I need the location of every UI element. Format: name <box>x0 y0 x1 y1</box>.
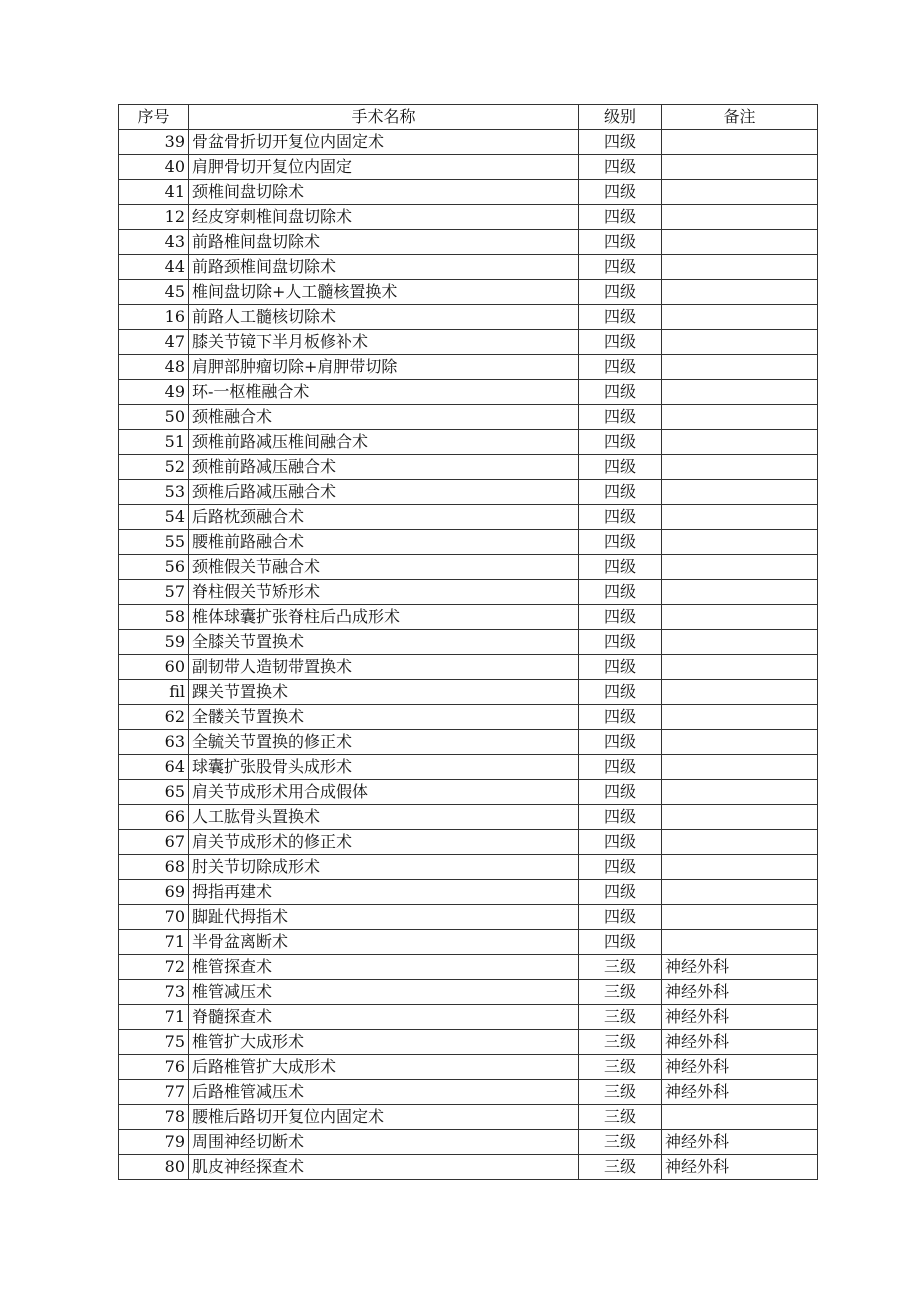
surgery-note <box>662 1105 818 1130</box>
surgery-note <box>662 905 818 930</box>
surgery-level: 三级 <box>579 980 662 1005</box>
surgery-level: 四级 <box>579 705 662 730</box>
table-body <box>119 130 818 1180</box>
row-number: 79 <box>119 1130 189 1155</box>
surgery-name: 肘关节切除成形术 <box>189 855 579 880</box>
surgery-note <box>662 930 818 955</box>
surgery-note <box>662 330 818 355</box>
surgery-note <box>662 405 818 430</box>
surgery-name: 椎体球囊扩张脊柱后凸成形术 <box>189 605 579 630</box>
surgery-name: 腰椎前路融合术 <box>189 530 579 555</box>
row-number: 70 <box>119 905 189 930</box>
table-row <box>119 205 818 230</box>
table-row <box>119 680 818 705</box>
table-row <box>119 855 818 880</box>
surgery-name: 全髅关节置换术 <box>189 705 579 730</box>
surgery-name: 周围神经切断术 <box>189 1130 579 1155</box>
row-number: 69 <box>119 880 189 905</box>
surgery-level: 四级 <box>579 805 662 830</box>
surgery-note <box>662 705 818 730</box>
row-number: 62 <box>119 705 189 730</box>
table-row <box>119 1080 818 1105</box>
surgery-level: 四级 <box>579 730 662 755</box>
surgery-name: 椎管减压术 <box>189 980 579 1005</box>
row-number: 67 <box>119 830 189 855</box>
row-number: 16 <box>119 305 189 330</box>
surgery-level: 四级 <box>579 505 662 530</box>
surgery-note <box>662 430 818 455</box>
surgery-note <box>662 555 818 580</box>
table-row <box>119 405 818 430</box>
surgery-note <box>662 530 818 555</box>
surgery-name: 脊髓探查术 <box>189 1005 579 1030</box>
row-number: 44 <box>119 255 189 280</box>
row-number: 73 <box>119 980 189 1005</box>
row-number: 40 <box>119 155 189 180</box>
row-number: 48 <box>119 355 189 380</box>
row-number: 76 <box>119 1055 189 1080</box>
surgery-name: 肩关节成形术用合成假体 <box>189 780 579 805</box>
surgery-level: 四级 <box>579 330 662 355</box>
table-row <box>119 455 818 480</box>
surgery-name: 肩胛骨切开复位内固定 <box>189 155 579 180</box>
header-note: 备注 <box>662 105 818 130</box>
surgery-note <box>662 680 818 705</box>
table-row <box>119 755 818 780</box>
surgery-name: 颈椎间盘切除术 <box>189 180 579 205</box>
surgery-level: 四级 <box>579 405 662 430</box>
surgery-level: 四级 <box>579 480 662 505</box>
surgery-level: 四级 <box>579 655 662 680</box>
surgery-note <box>662 155 818 180</box>
surgery-level: 三级 <box>579 1005 662 1030</box>
surgery-name: 全膝关节置换术 <box>189 630 579 655</box>
surgery-name: 环-一枢椎融合术 <box>189 380 579 405</box>
surgery-level: 四级 <box>579 555 662 580</box>
surgery-level: 四级 <box>579 680 662 705</box>
row-number: 39 <box>119 130 189 155</box>
surgery-level: 四级 <box>579 380 662 405</box>
surgery-note: 神经外科 <box>662 1130 818 1155</box>
surgery-name: 踝关节置换术 <box>189 680 579 705</box>
row-number: 63 <box>119 730 189 755</box>
surgery-level: 四级 <box>579 780 662 805</box>
table-row <box>119 280 818 305</box>
surgery-level: 四级 <box>579 180 662 205</box>
surgery-name: 肌皮神经探查术 <box>189 1155 579 1180</box>
table-row <box>119 380 818 405</box>
table-row <box>119 705 818 730</box>
table-row <box>119 780 818 805</box>
header-name: 手术名称 <box>189 105 579 130</box>
table-row <box>119 430 818 455</box>
surgery-note <box>662 505 818 530</box>
surgery-name: 颈椎融合术 <box>189 405 579 430</box>
row-number: 49 <box>119 380 189 405</box>
row-number: fil <box>119 680 189 705</box>
surgery-note <box>662 830 818 855</box>
surgery-table <box>118 104 818 1180</box>
surgery-note <box>662 480 818 505</box>
table-row <box>119 530 818 555</box>
table-row <box>119 1105 818 1130</box>
row-number: 56 <box>119 555 189 580</box>
surgery-note: 神经外科 <box>662 1005 818 1030</box>
surgery-name: 颈椎假关节融合术 <box>189 555 579 580</box>
surgery-name: 后路椎管扩大成形术 <box>189 1055 579 1080</box>
surgery-level: 三级 <box>579 955 662 980</box>
row-number: 43 <box>119 230 189 255</box>
row-number: 60 <box>119 655 189 680</box>
row-number: 78 <box>119 1105 189 1130</box>
surgery-name: 副韧带人造韧带置换术 <box>189 655 579 680</box>
row-number: 71 <box>119 1005 189 1030</box>
table-row <box>119 355 818 380</box>
surgery-level: 四级 <box>579 905 662 930</box>
surgery-level: 四级 <box>579 255 662 280</box>
surgery-note <box>662 455 818 480</box>
surgery-name: 肩关节成形术的修正术 <box>189 830 579 855</box>
surgery-note: 神经外科 <box>662 1030 818 1055</box>
surgery-level: 四级 <box>579 580 662 605</box>
surgery-name: 脊柱假关节矫形术 <box>189 580 579 605</box>
surgery-name: 肩胛部肿瘤切除+肩胛带切除 <box>189 355 579 380</box>
surgery-note: 神经外科 <box>662 1080 818 1105</box>
surgery-level: 三级 <box>579 1080 662 1105</box>
surgery-note <box>662 230 818 255</box>
surgery-level: 四级 <box>579 530 662 555</box>
surgery-level: 四级 <box>579 130 662 155</box>
surgery-note <box>662 805 818 830</box>
header-no: 序号 <box>119 105 189 130</box>
surgery-level: 四级 <box>579 830 662 855</box>
row-number: 47 <box>119 330 189 355</box>
surgery-note <box>662 655 818 680</box>
table-row <box>119 980 818 1005</box>
surgery-name: 膝关节镜下半月板修补术 <box>189 330 579 355</box>
table-row <box>119 905 818 930</box>
surgery-name: 骨盆骨折切开复位内固定术 <box>189 130 579 155</box>
surgery-name: 颈椎后路减压融合术 <box>189 480 579 505</box>
row-number: 45 <box>119 280 189 305</box>
table-row <box>119 1130 818 1155</box>
surgery-level: 四级 <box>579 880 662 905</box>
row-number: 77 <box>119 1080 189 1105</box>
surgery-name: 脚趾代拇指术 <box>189 905 579 930</box>
row-number: 68 <box>119 855 189 880</box>
surgery-note <box>662 205 818 230</box>
surgery-note: 神经外科 <box>662 1155 818 1180</box>
table-row <box>119 630 818 655</box>
row-number: 58 <box>119 605 189 630</box>
surgery-name: 拇指再建术 <box>189 880 579 905</box>
surgery-level: 三级 <box>579 1105 662 1130</box>
surgery-level: 四级 <box>579 305 662 330</box>
table-row <box>119 180 818 205</box>
row-number: 65 <box>119 780 189 805</box>
table-header-row <box>119 105 818 130</box>
surgery-name: 椎间盘切除+人工髓核置换术 <box>189 280 579 305</box>
table-row <box>119 930 818 955</box>
surgery-name: 前路人工髓核切除术 <box>189 305 579 330</box>
surgery-level: 三级 <box>579 1055 662 1080</box>
surgery-note <box>662 305 818 330</box>
surgery-level: 四级 <box>579 430 662 455</box>
row-number: 72 <box>119 955 189 980</box>
surgery-note: 神经外科 <box>662 980 818 1005</box>
surgery-note <box>662 355 818 380</box>
surgery-name: 经皮穿刺椎间盘切除术 <box>189 205 579 230</box>
table-row <box>119 580 818 605</box>
surgery-note <box>662 780 818 805</box>
row-number: 59 <box>119 630 189 655</box>
row-number: 66 <box>119 805 189 830</box>
table-row <box>119 1155 818 1180</box>
surgery-note <box>662 630 818 655</box>
table-row <box>119 1030 818 1055</box>
table-row <box>119 130 818 155</box>
table-row <box>119 305 818 330</box>
row-number: 53 <box>119 480 189 505</box>
row-number: 50 <box>119 405 189 430</box>
table-row <box>119 155 818 180</box>
surgery-note <box>662 380 818 405</box>
row-number: 12 <box>119 205 189 230</box>
surgery-level: 四级 <box>579 630 662 655</box>
table-row <box>119 955 818 980</box>
surgery-name: 人工肱骨头置换术 <box>189 805 579 830</box>
surgery-note <box>662 880 818 905</box>
surgery-level: 四级 <box>579 155 662 180</box>
row-number: 80 <box>119 1155 189 1180</box>
row-number: 71 <box>119 930 189 955</box>
table-row <box>119 880 818 905</box>
row-number: 52 <box>119 455 189 480</box>
table-row <box>119 480 818 505</box>
surgery-level: 四级 <box>579 855 662 880</box>
surgery-level: 四级 <box>579 280 662 305</box>
surgery-name: 前路椎间盘切除术 <box>189 230 579 255</box>
surgery-level: 三级 <box>579 1155 662 1180</box>
surgery-name: 球囊扩张股骨头成形术 <box>189 755 579 780</box>
surgery-level: 四级 <box>579 230 662 255</box>
surgery-level: 三级 <box>579 1030 662 1055</box>
table-row <box>119 230 818 255</box>
surgery-name: 椎管扩大成形术 <box>189 1030 579 1055</box>
surgery-note <box>662 280 818 305</box>
table-row <box>119 1005 818 1030</box>
row-number: 51 <box>119 430 189 455</box>
table-row <box>119 830 818 855</box>
surgery-name: 腰椎后路切开复位内固定术 <box>189 1105 579 1130</box>
surgery-note <box>662 855 818 880</box>
surgery-note <box>662 255 818 280</box>
table-row <box>119 330 818 355</box>
row-number: 41 <box>119 180 189 205</box>
table-row <box>119 255 818 280</box>
surgery-note: 神经外科 <box>662 1055 818 1080</box>
surgery-level: 四级 <box>579 205 662 230</box>
table-row <box>119 730 818 755</box>
surgery-note <box>662 605 818 630</box>
row-number: 64 <box>119 755 189 780</box>
surgery-name: 后路椎管减压术 <box>189 1080 579 1105</box>
table-row <box>119 655 818 680</box>
row-number: 75 <box>119 1030 189 1055</box>
surgery-name: 前路颈椎间盘切除术 <box>189 255 579 280</box>
table-row <box>119 505 818 530</box>
row-number: 54 <box>119 505 189 530</box>
surgery-level: 四级 <box>579 355 662 380</box>
surgery-level: 四级 <box>579 930 662 955</box>
table-row <box>119 555 818 580</box>
surgery-name: 颈椎前路减压融合术 <box>189 455 579 480</box>
surgery-note <box>662 180 818 205</box>
surgery-note <box>662 580 818 605</box>
surgery-name: 半骨盆离断术 <box>189 930 579 955</box>
table-row <box>119 605 818 630</box>
table-row <box>119 805 818 830</box>
surgery-level: 四级 <box>579 455 662 480</box>
surgery-level: 四级 <box>579 605 662 630</box>
table-row <box>119 1055 818 1080</box>
row-number: 55 <box>119 530 189 555</box>
surgery-name: 后路枕颈融合术 <box>189 505 579 530</box>
surgery-name: 全毓关节置换的修正术 <box>189 730 579 755</box>
surgery-level: 三级 <box>579 1130 662 1155</box>
surgery-note: 神经外科 <box>662 955 818 980</box>
surgery-level: 四级 <box>579 755 662 780</box>
header-level: 级别 <box>579 105 662 130</box>
surgery-name: 椎管探查术 <box>189 955 579 980</box>
surgery-note <box>662 755 818 780</box>
surgery-note <box>662 130 818 155</box>
row-number: 57 <box>119 580 189 605</box>
surgery-note <box>662 730 818 755</box>
surgery-name: 颈椎前路减压椎间融合术 <box>189 430 579 455</box>
